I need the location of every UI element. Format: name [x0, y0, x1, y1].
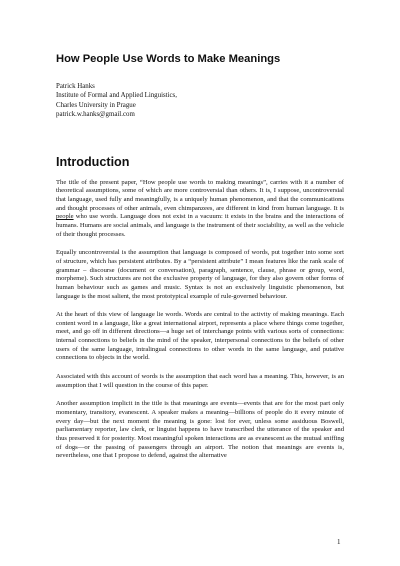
section-heading: Introduction	[56, 154, 130, 169]
paragraph-3: At the heart of this view of language lie words. Words are central to the activity of making meanings. Each content word in a language, like a great international airport, represents a place where things come together, meet, and go off in different directions—a huge set of interchange points with various sorts of connections: internal connections to beliefs in the mind of the speaker, interpersonal connections to the beliefs of other users of the same language, intralingual connections to other words in the same language, and putative connections to objects in the world.	[56, 311, 344, 362]
paragraph-1-part-2: who use words. Language does not exist in a vacuum: it exists in the brains and the interactions of humans. Humans are social animals, and language is the instrument of their sociability, as well as the vehicle of their thought processes.	[56, 213, 344, 238]
paragraph-5: Another assumption implicit in the title is that meanings are events—events that are for the most part only momentary, transitory, evanescent. A speaker makes a meaning—billions of people do it every minute of every day—but the next moment the meaning is gone: lost for ever, unless some assiduous Boswell, parliamentary reporter, law clerk, or linguist happens to have transcribed the utterance of the speaker and thus preserved it for posterity. Most meaningful spoken interactions are as evanescent as the mutual sniffing of dogs—or the passing of passengers through an airport. The notion that meanings are events is, nevertheless, one that I propose to defend, against the alternative	[56, 400, 344, 460]
author-block	[56, 82, 344, 120]
author-email: patrick.w.hanks@gmail.com	[56, 111, 135, 119]
paragraph-1-part-1: The title of the present paper, “How people use words to making meanings”, carries with it a number of theoretical assumptions, some of which are more controversial than others. It is, I suppose, uncontroversial that language, used fully and meaningfully, is a uniquely human phenomenon, and that the communications and thought processes of other animals, even chimpanzees, are different in kind from human language. It is	[56, 178, 344, 212]
underlined-word: people	[56, 213, 74, 221]
page-number: 1	[337, 538, 341, 546]
paragraph-1	[56, 179, 344, 240]
author-university: Charles University in Prague	[56, 101, 136, 109]
paragraph-4: Associated with this account of words is the assumption that each word has a meaning. This, however, is an assumption that I will question in the course of this paper.	[56, 373, 344, 389]
author-institution: Institute of Formal and Applied Linguistics,	[56, 92, 177, 100]
paragraph-2: Equally uncontroversial is the assumption that language is composed of words, put together into some sort of structure, which has persistent attributes. By a “persistent attribute” I mean features like the rank scale of grammar – discourse (document or conversation), paragraph, sentence, clause, phrase or group, word, morpheme). Such structures are not the exclusive property of language, for they also govern other forms of human behaviour such as games and music. Syntax is not an exclusively linguistic phenomenon, but language is the most salient, the most prototypical example of rule-governed behaviour.	[56, 249, 344, 300]
author-name: Patrick Hanks	[56, 83, 95, 90]
paper-title: How People Use Words to Make Meanings	[56, 53, 281, 65]
page-content	[56, 52, 344, 471]
